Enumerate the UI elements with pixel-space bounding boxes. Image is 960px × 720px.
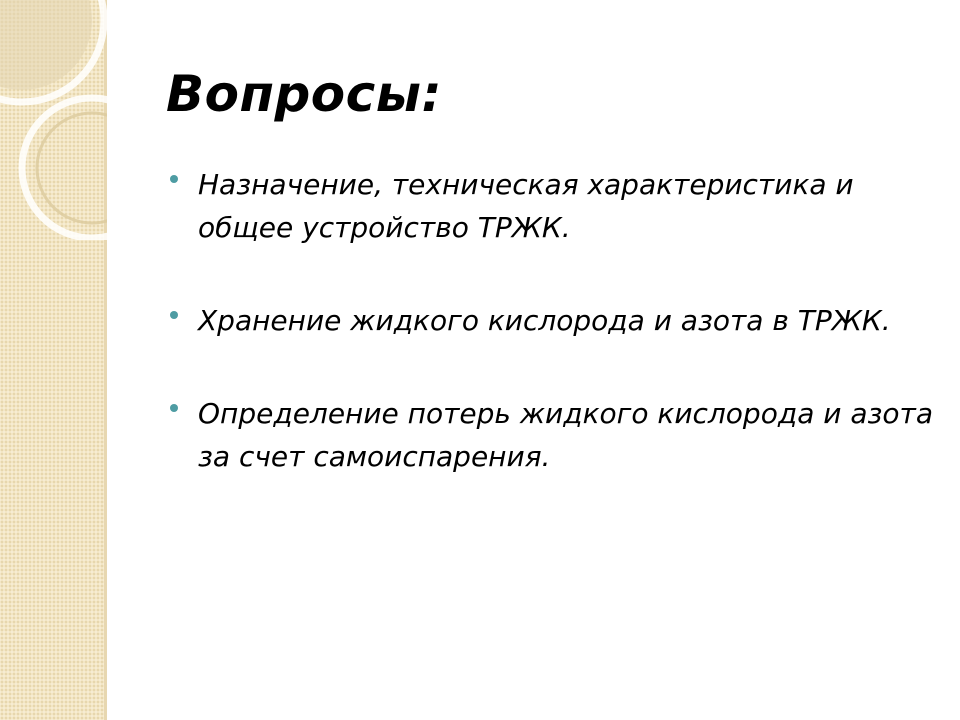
bullet-list [166,163,946,478]
bullet-text: Назначение, техническая характеристика и общее устройство ТРЖК. [198,168,854,244]
bullet-text: Определение потерь жидкого кислорода и азота за счет самоиспарения. [198,397,933,473]
bullet-marker [170,175,178,183]
bullet-marker [170,404,178,412]
bullet-item [166,392,946,478]
bullet-item [166,163,946,249]
decorative-circles [0,0,107,240]
bullet-marker [170,311,178,319]
bullet-item [166,299,946,342]
slide-title: Вопросы: [166,65,442,123]
bullet-text: Хранение жидкого кислорода и азота в ТРЖК. [198,304,891,337]
